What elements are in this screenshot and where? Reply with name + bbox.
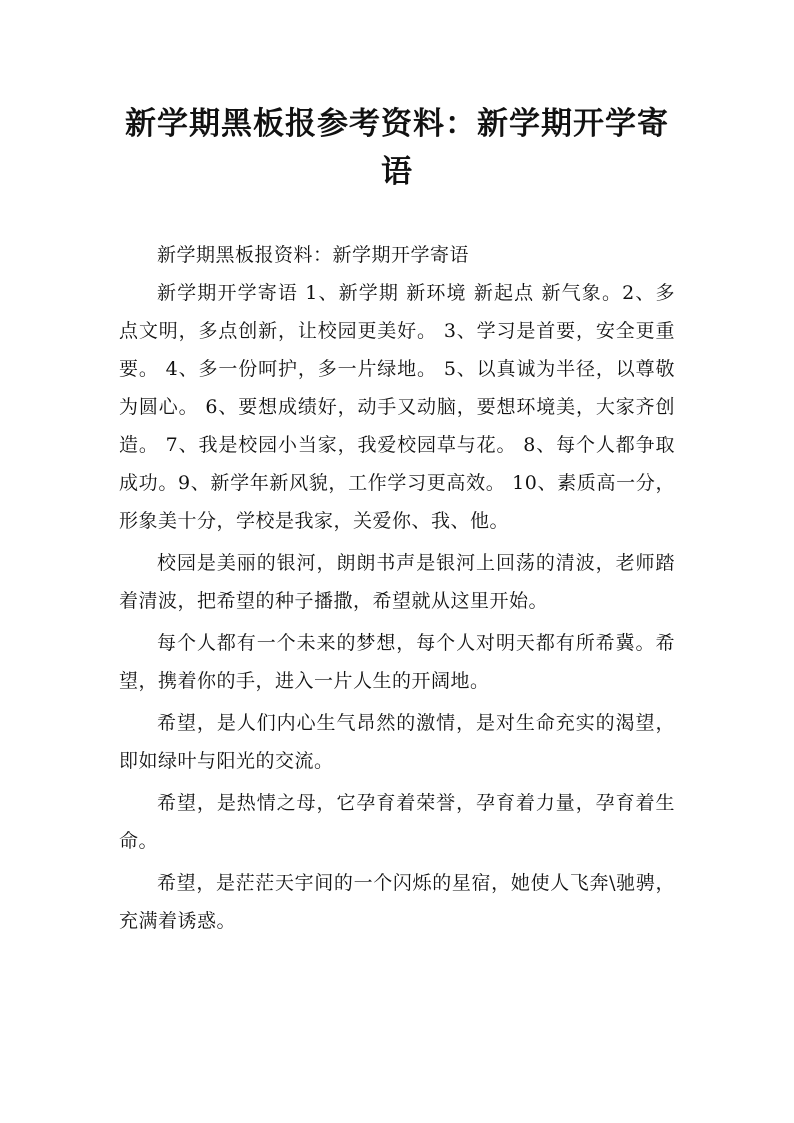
paragraph-subtitle: 新学期黑板报资料：新学期开学寄语 [157,244,470,266]
paragraph-hope-mother: 希望，是热情之母，它孕育着荣誉，孕育着力量，孕育着生命。 [119,792,675,852]
document-body [119,236,675,940]
paragraph-hope-star: 希望，是茫茫天宇间的一个闪烁的星宿，她使人飞奔\驰骋，充满着诱惑。 [119,872,675,932]
paragraph-campus-river: 校园是美丽的银河，朗朗书声是银河上回荡的清波，老师踏着清波，把希望的种子播撒，希望就从这里开始。 [119,552,675,612]
paragraph-hope-passion: 希望，是人们内心生气昂然的激情，是对生命充实的渴望，即如绿叶与阳光的交流。 [119,712,675,772]
paragraph-dream: 每个人都有一个未来的梦想，每个人对明天都有所希冀。希望，携着你的手，进入一片人生的开阔地。 [119,632,675,692]
paragraph-slogans: 新学期开学寄语 1、新学期 新环境 新起点 新气象。2、多点文明，多点创新，让校园更美好。 3、学习是首要，安全更重要。 4、多一份呵护，多一片绿地。 5、以真诚为半径，以尊敬为圆心。 6、要想成绩好，动手又动脑，要想环境美，大家齐创造。 7、我是校园小当家，我爱校园草与花。 8、每个人都争取成功。9、新学年新风貌，工作学习更高效。 10、素质高一分，形象美十分，学校是我家，关爱你、我、他。 [119,282,675,532]
document-title: 新学期黑板报参考资料：新学期开学寄语 [125,106,669,190]
